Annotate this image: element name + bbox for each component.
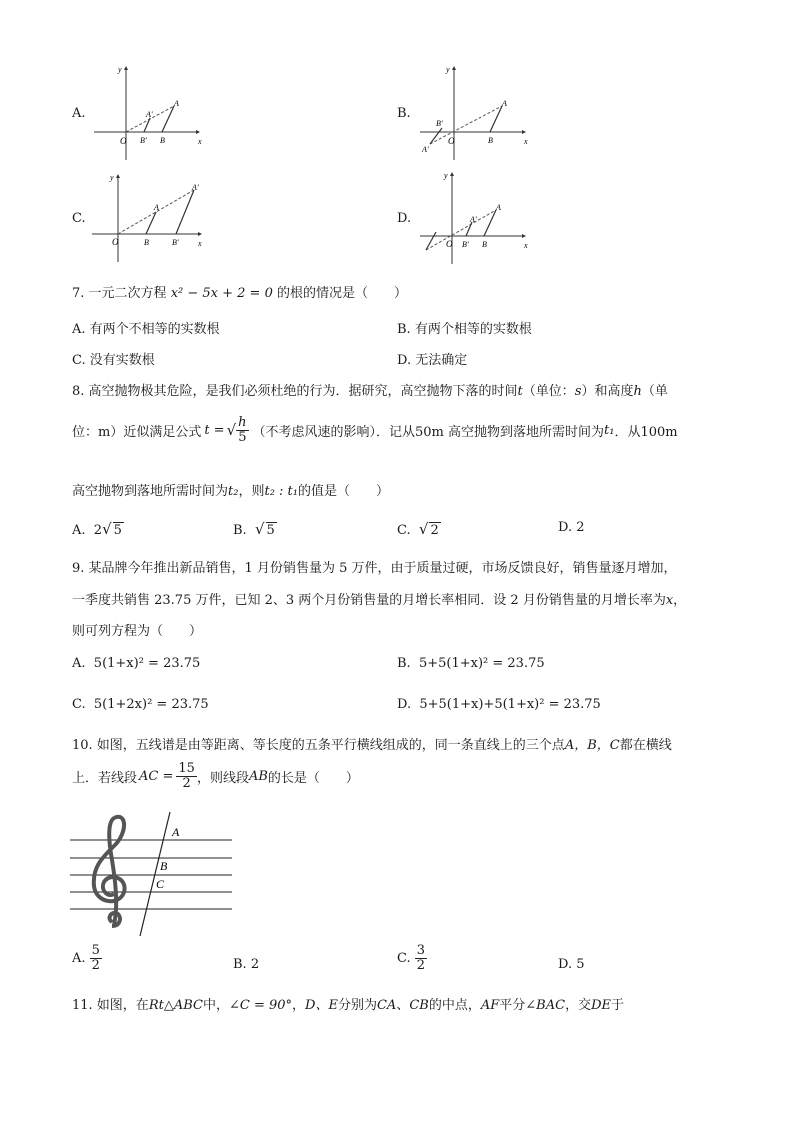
segment-ab <box>162 106 174 132</box>
q8-option-b[interactable]: B. √ 5 <box>233 520 275 538</box>
q10-option-b[interactable]: B. 2 <box>233 957 260 972</box>
svg-text:O: O <box>446 239 453 249</box>
q8-option-a[interactable]: A. 2√ 5 <box>72 520 122 538</box>
q8-line-3: 高空抛物到落地所需时间为t₂，则t₂ : t₁的值是（ ） <box>72 484 389 499</box>
svg-text:B': B' <box>436 119 443 128</box>
q9-line-1: 9. 某品牌今年推出新品销售，1 月份销售量为 5 万件，由于质量过硬，市场反馈良好，销售量逐月增加， <box>72 561 677 576</box>
q6-graph-d <box>418 170 528 266</box>
q9-option-d[interactable]: D. 5+5(1+x)+5(1+x)² = 23.75 <box>397 697 601 712</box>
q8-option-c[interactable]: C. √ 2 <box>397 520 439 538</box>
q8-line-1: 8. 高空抛物极其危险，是我们必须杜绝的行为．据研究，高空抛物下落的时间t（单位：s）和高度h（单 <box>72 384 668 399</box>
q6-graph-a <box>92 64 202 164</box>
q7-option-c[interactable]: C. 没有实数根 <box>72 353 155 368</box>
svg-text:B: B <box>482 240 487 249</box>
svg-text:B': B' <box>140 136 147 145</box>
svg-text:B: B <box>488 136 493 145</box>
svg-text:B: B <box>144 238 149 247</box>
svg-text:A': A' <box>470 215 477 224</box>
q6-option-a-label: A. <box>72 106 86 121</box>
svg-text:A': A' <box>192 183 199 192</box>
svg-text:O: O <box>120 136 127 146</box>
svg-text:y: y <box>118 65 122 74</box>
q10-option-a[interactable]: A. $\frac{5}{2}$ <box>72 943 100 973</box>
treble-clef-icon <box>94 817 125 926</box>
q10-line-2: 上．若线段 AC = $\frac{15}{2}$ ，则线段 AB 的长是（ ） <box>72 761 359 791</box>
svg-text:A': A' <box>146 110 153 119</box>
svg-text:A: A <box>154 203 159 212</box>
q9-line-2: 一季度共销售 23.75 万件，已知 2、3 两个月份销售量的月增长率相同．设 2 月份销售量的月增长率为x， <box>72 593 687 608</box>
q9-option-a[interactable]: A. 5(1+x)² = 23.75 <box>72 656 201 671</box>
q8-option-d[interactable]: D. 2 <box>558 520 585 535</box>
q6-option-d-label: D. <box>397 211 412 226</box>
svg-text:O: O <box>448 136 455 146</box>
q7-option-b[interactable]: B. 有两个相等的实数根 <box>397 322 532 337</box>
svg-text:A: A <box>172 825 180 839</box>
q8-line-2: 位：m）近似满足公式 t = √ $\frac{h}{5}$ （不考虑风速的影响）．记从50m 高空抛物到落地所需时间为 t₁ ．从100m <box>72 415 678 445</box>
q7-stem: 7. 一元二次方程 x² − 5x + 2 = 0 的根的情况是（ ） <box>72 286 408 301</box>
q6-option-b-label: B. <box>397 106 411 121</box>
svg-text:A: A <box>502 99 507 108</box>
svg-text:x: x <box>524 137 528 146</box>
svg-text:B: B <box>160 859 168 873</box>
svg-text:C: C <box>156 877 165 891</box>
svg-text:B': B' <box>462 240 469 249</box>
q9-option-b[interactable]: B. 5+5(1+x)² = 23.75 <box>397 656 545 671</box>
q8-formula-fraction: $\frac{h}{5}$ <box>238 415 247 445</box>
svg-text:x: x <box>198 137 202 146</box>
svg-text:x: x <box>198 239 202 248</box>
q6-option-c-label: C. <box>72 211 86 226</box>
q9-option-c[interactable]: C. 5(1+2x)² = 23.75 <box>72 697 209 712</box>
svg-text:y: y <box>444 171 448 180</box>
q10-option-d[interactable]: D. 5 <box>558 957 585 972</box>
segment-a1b1 <box>144 118 150 132</box>
svg-text:B': B' <box>172 238 179 247</box>
svg-text:B: B <box>160 136 165 145</box>
q11-stem: 11. 如图，在Rt△ABC中，∠C = 90°，D、E分别为CA、CB的中点，AF平分∠BAC，交DE于 <box>72 998 625 1013</box>
q7-option-d[interactable]: D. 无法确定 <box>397 353 468 368</box>
svg-text:A: A <box>174 99 179 108</box>
q10-staff-figure <box>68 808 238 940</box>
svg-text:A: A <box>496 203 501 212</box>
q10-diagonal-line <box>140 812 170 936</box>
svg-text:y: y <box>446 65 450 74</box>
q6-graph-c <box>90 172 205 264</box>
q10-option-c[interactable]: C. $\frac{3}{2}$ <box>397 943 426 973</box>
q7-option-a[interactable]: A. 有两个不相等的实数根 <box>72 322 220 337</box>
svg-text:x: x <box>524 241 528 250</box>
q6-graph-b <box>418 64 528 164</box>
q9-line-3: 则可列方程为（ ） <box>72 624 203 639</box>
svg-text:O: O <box>112 237 119 247</box>
q10-line-1: 10. 如图，五线谱是由等距离、等长度的五条平行横线组成的，同一条直线上的三个点A，B，C都在横线 <box>72 738 672 753</box>
svg-text:y: y <box>110 173 114 182</box>
svg-text:A': A' <box>422 145 429 154</box>
